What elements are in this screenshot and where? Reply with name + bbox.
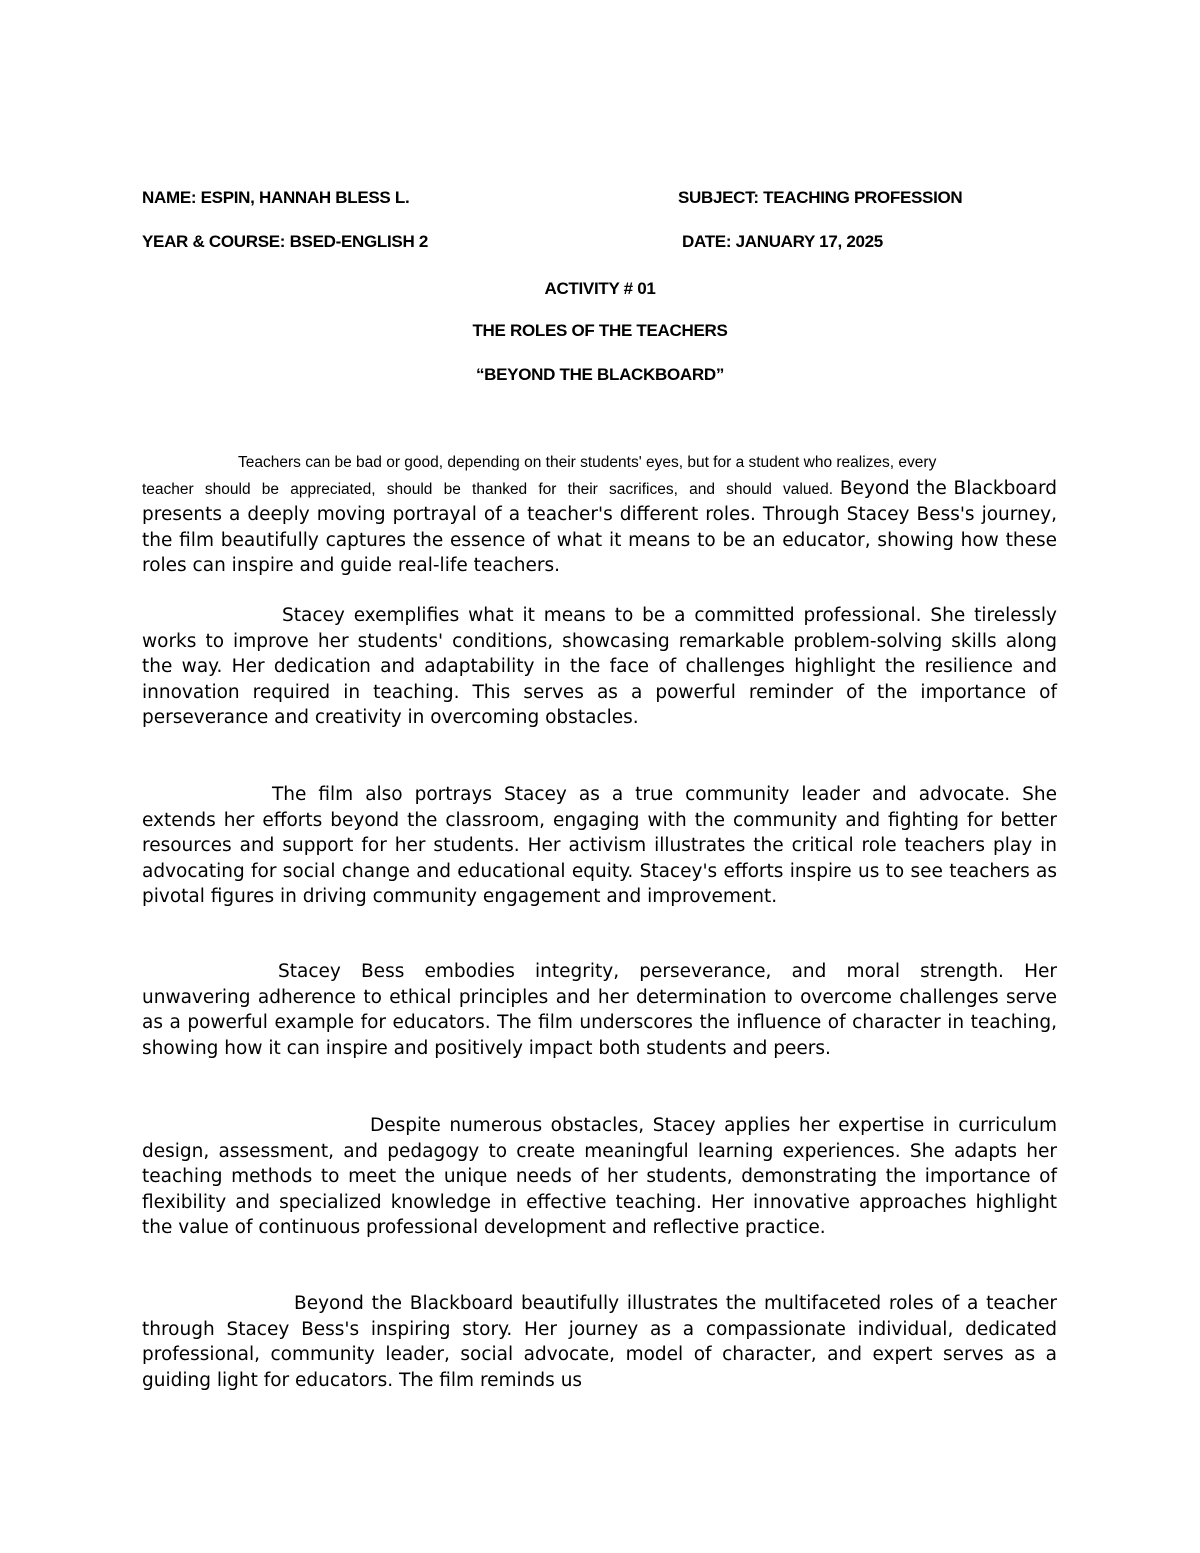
paragraph-community: The film also portrays Stacey as a true community leader and advocate. She extends her efforts beyond the classroom, engaging with the community and fighting for better resources and support for her students. Her activism illustrates the critical role teachers play in advocating for social change and educational equity. Stacey's efforts inspire us to see teachers as pivotal figures in driving community engagement and improvement.: [142, 784, 1057, 907]
paragraph-intro-rest: Beyond the Blackboard presents a deeply moving portrayal of a teacher's different roles. Through Stacey Bess's journey, the film beautifully captures the essence of what it means to be an educator, showing how these roles can inspire and guide real-life teachers.: [142, 477, 1057, 576]
subject-field: SUBJECT: TEACHING PROFESSION: [678, 188, 963, 207]
paragraph-intro-line-2: teacher should be appreciated, should be thanked for their sacrifices, and should valued.: [142, 480, 834, 498]
document-title: THE ROLES OF THE TEACHERS: [472, 321, 728, 340]
paragraph-conclusion: Beyond the Blackboard beautifully illustrates the multifaceted roles of a teacher through Stacey Bess's inspiring story. Her journey as a compassionate individual, dedicated professional, community leader, social advocate, model of character, and expert serves as a guiding light for educators. The film reminds us: [142, 1293, 1057, 1391]
date-field: DATE: JANUARY 17, 2025: [682, 232, 883, 251]
paragraph-expertise: Despite numerous obstacles, Stacey applies her expertise in curriculum design, assessment, and pedagogy to create meaningful learning experiences. She adapts her teaching methods to meet the unique needs of her students, demonstrating the importance of flexibility and specialized knowledge in effective teaching. Her innovative approaches highlight the value of continuous professional development and reflective practice.: [142, 1115, 1057, 1238]
paragraph-professional: Stacey exemplifies what it means to be a committed professional. She tirelessly works to improve her students' conditions, showcasing remarkable problem-solving skills along the way. Her dedication and adaptability in the face of challenges highlight the resilience and innovation required in teaching. This serves as a powerful reminder of the importance of perseverance and creativity in overcoming obstacles.: [142, 605, 1057, 728]
student-name: NAME: ESPIN, HANNAH BLESS L.: [142, 188, 410, 207]
paragraph-character: Stacey Bess embodies integrity, perseverance, and moral strength. Her unwavering adherence to ethical principles and her determination to overcome challenges serve as a powerful example for educators. The film underscores the influence of character in teaching, showing how it can inspire and positively impact both students and peers.: [142, 961, 1057, 1059]
film-title: “BEYOND THE BLACKBOARD”: [475, 365, 725, 384]
activity-number: ACTIVITY # 01: [544, 279, 656, 298]
paragraph-intro: [142, 450, 1057, 579]
paragraph-intro-line-1: Teachers can be bad or good, depending on their students' eyes, but for a student who realizes, every: [238, 454, 937, 471]
year-course-field: YEAR & COURSE: BSED-ENGLISH 2: [142, 232, 429, 251]
